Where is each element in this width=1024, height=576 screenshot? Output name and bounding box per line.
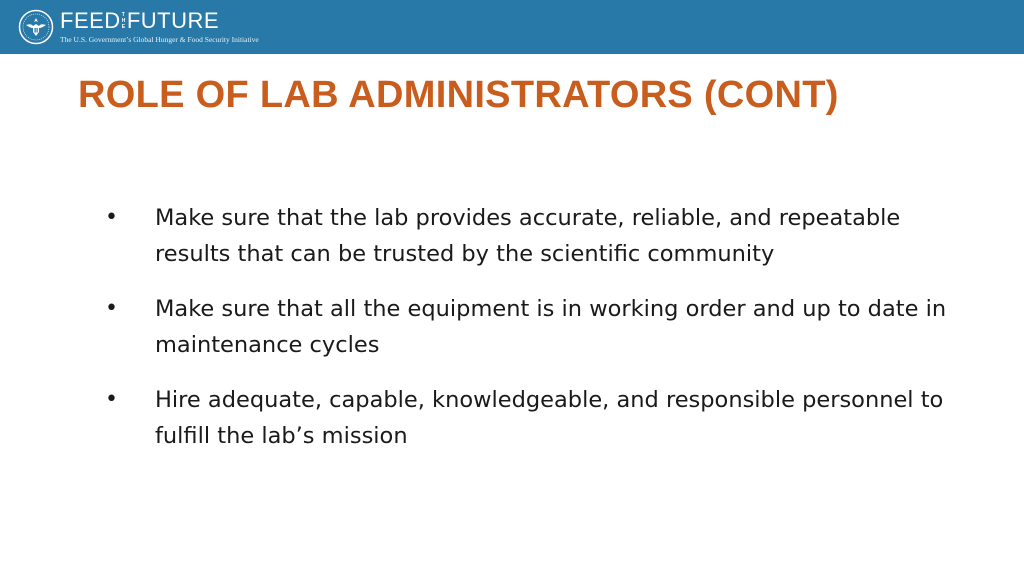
bullet-list	[100, 200, 970, 473]
bullet-text: Make sure that the lab provides accurate, reliable, and repeatable results that can be trusted by the scientific community	[155, 205, 901, 267]
bullet-dot: •	[105, 387, 118, 412]
bullet-text: Make sure that all the equipment is in working order and up to date in maintenance cycles	[155, 296, 947, 358]
bullet-dot: •	[105, 296, 118, 321]
logo-text	[60, 10, 259, 44]
brand-the-t: T	[121, 12, 126, 18]
brand-the	[122, 12, 126, 30]
brand-left: FEED	[60, 8, 121, 33]
bullet-item	[100, 382, 970, 454]
bullet-item	[100, 291, 970, 363]
feed-the-future-logo	[18, 6, 259, 48]
brand-wordmark	[60, 10, 259, 32]
brand-right: FUTURE	[126, 8, 220, 33]
brand-the-e: E	[121, 24, 126, 30]
brand-tagline: The U.S. Government’s Global Hunger & Food Security Initiative	[60, 35, 259, 44]
bullet-item	[100, 200, 970, 272]
bullet-text: Hire adequate, capable, knowledgeable, and responsible personnel to fulfill the lab’s mission	[155, 387, 944, 449]
us-seal-icon	[18, 9, 54, 45]
brand-the-h: H	[121, 18, 126, 24]
bullet-dot: •	[105, 205, 118, 230]
slide-title: ROLE OF LAB ADMINISTRATORS (CONT)	[78, 74, 839, 116]
header-bar	[0, 0, 1024, 54]
